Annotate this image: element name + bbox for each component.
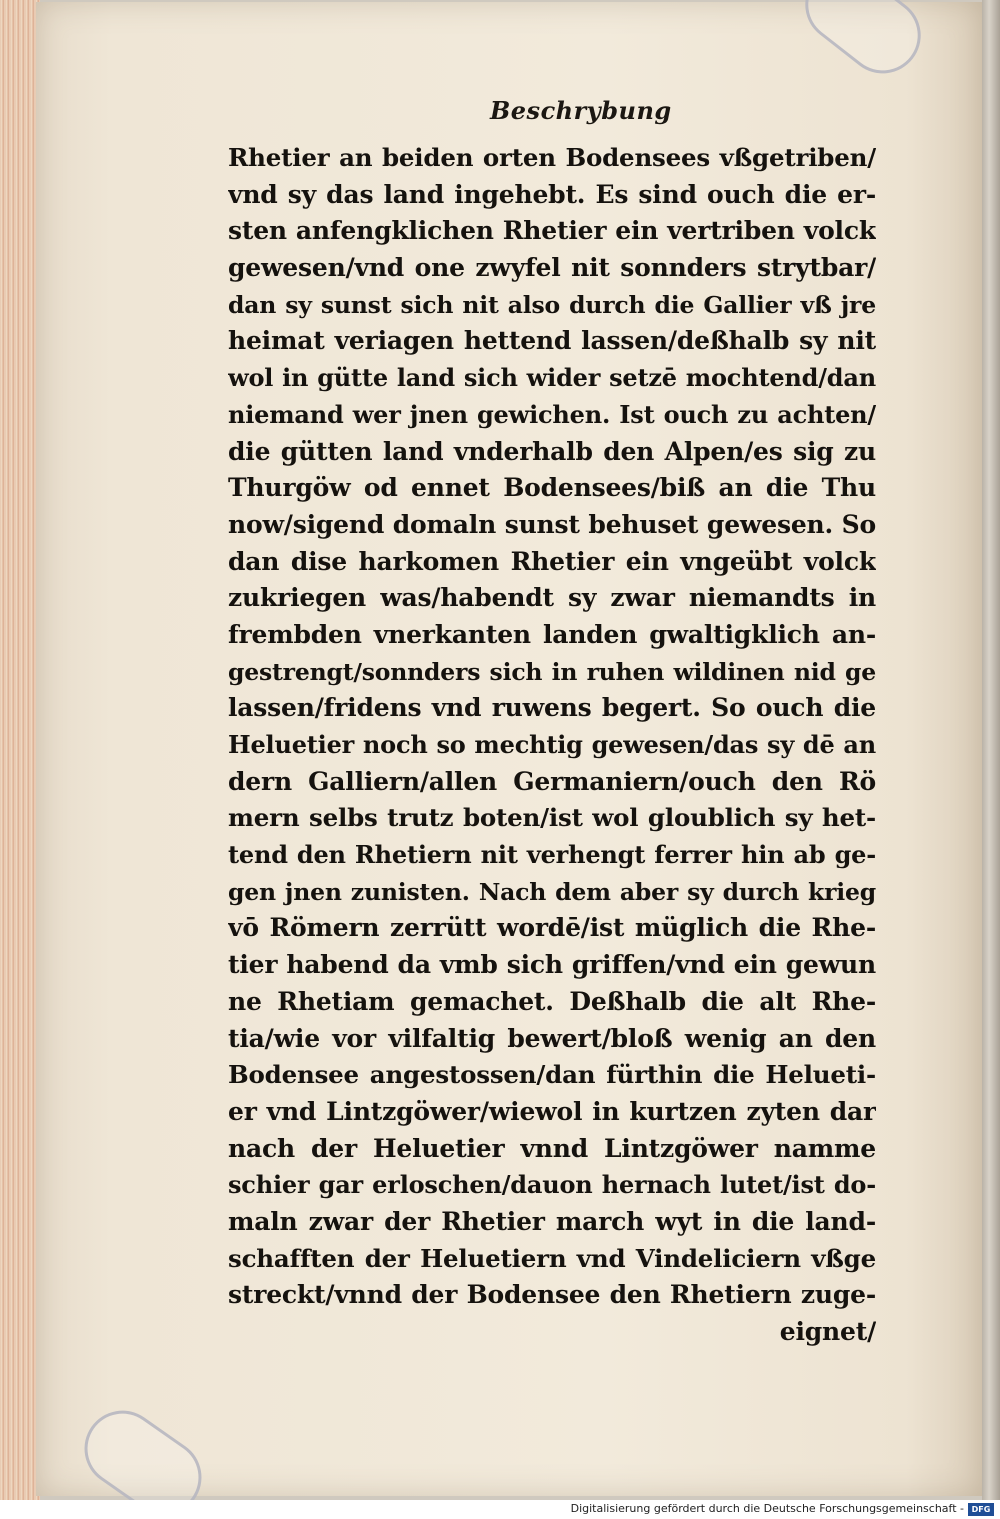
text-line: mern selbs trutz boten/ist wol gloublich sy het-	[228, 803, 876, 833]
text-line: now/sigend domaln sunst behuset gewesen. So	[228, 509, 876, 539]
text-line: vō Römern zerrütt wordē/ist müglich die Rhe-	[228, 913, 876, 943]
text-line: Rhetier an beiden orten Bodensees vßgetriben/	[228, 143, 876, 172]
text-line: streckt/vnnd der Bodensee den Rhetiern zuge-	[228, 1280, 876, 1310]
text-line: er vnd Lintzgöwer/wiewol in kurtzen zyten dar	[228, 1096, 876, 1126]
text-line: vnd sy das land ingehebt. Es sind ouch die er-	[228, 179, 876, 209]
text-line: schier gar erloschen/dauon hernach lutet/ist do-	[228, 1170, 876, 1200]
text-line: wol in gütte land sich wider setzē mochtend/dan	[228, 363, 876, 393]
text-line: Thurgöw od ennet Bodensees/biß an die Thu	[228, 473, 876, 503]
text-line: tier habend da vmb sich griffen/vnd ein gewun	[228, 950, 876, 980]
text-line: heimat veriagen hettend lassen/deßhalb sy nit	[228, 326, 876, 356]
text-line: dan sy sunst sich nit also durch die Gallier vß jre	[228, 290, 876, 319]
text-line: gewesen/vnd one zwyfel nit sonnders strytbar/	[228, 253, 876, 283]
text-line: ne Rhetiam gemachet. Deßhalb die alt Rhe-	[228, 986, 876, 1016]
funding-credit: Digitalisierung gefördert durch die Deutsche Forschungsgemeinschaft -	[570, 1502, 964, 1515]
text-line: maln zwar der Rhetier march wyt in die land-	[228, 1206, 876, 1236]
text-line: frembden vnerkanten landen gwaltigklich an-	[228, 619, 876, 649]
text-line: nach der Heluetier vnnd Lintzgöwer namme	[228, 1133, 876, 1163]
text-line: tend den Rhetiern nit verhengt ferrer hin ab ge-	[228, 840, 876, 870]
text-line: schafften der Heluetiern vnd Vindeliciern vßge	[228, 1243, 876, 1273]
text-line: Bodensee angestossen/dan fürthin die Helueti-	[228, 1060, 876, 1090]
text-line: Heluetier noch so mechtig gewesen/das sy dē an	[228, 730, 876, 759]
catchword-line: eignet/	[779, 1317, 876, 1346]
text-line: niemand wer jnen gewichen. Ist ouch zu achten/	[228, 399, 876, 429]
text-line: die gütten land vnderhalb den Alpen/es sig zu	[228, 436, 876, 466]
running-header: Beschrybung	[490, 96, 672, 125]
text-line: lassen/fridens vnd ruwens begert. So ouch die	[228, 693, 876, 723]
book-binding-edge	[982, 0, 1000, 1500]
text-line: dern Galliern/allen Germaniern/ouch den Rö	[228, 766, 876, 796]
book-page-edges	[0, 0, 40, 1500]
text-line: gestrengt/sonnders sich in ruhen wildinen nid ge	[228, 657, 876, 686]
text-line: tia/wie vor vilfaltig bewert/bloß wenig an den	[228, 1023, 876, 1053]
text-line: zukriegen was/habendt sy zwar niemandts in	[228, 583, 876, 613]
body-text	[228, 140, 876, 1351]
text-line: dan dise harkomen Rhetier ein vngeübt volck	[228, 546, 876, 576]
dfg-logo: DFG	[968, 1503, 994, 1516]
text-line: sten anfengklichen Rhetier ein vertriben volck	[228, 216, 876, 246]
text-line: gen jnen zunisten. Nach dem aber sy durch krieg	[228, 877, 876, 906]
